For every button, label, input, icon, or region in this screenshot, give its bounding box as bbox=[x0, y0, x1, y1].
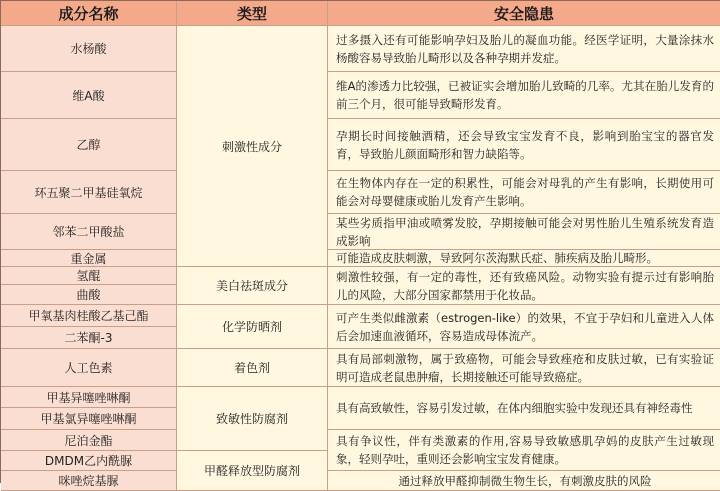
ingredient-name: 维A酸 bbox=[1, 72, 177, 119]
safety-risk: 孕期长时间接触酒精，还会导致宝宝发育不良，影响到胎宝宝的器官发育，导致胎儿颜面畸形和智力缺陷等。 bbox=[328, 119, 720, 171]
safety-risk: 某些劣质指甲油或喷雾发胶，孕期接触可能会对男性胎儿生殖系统发育造成影响 bbox=[328, 214, 720, 250]
safety-risk: 具有局部刺激物，属于致癌物，可能会导致痤疮和皮肤过敏，已有实验证明可造成老鼠患肿瘤，长期接触还可能导致癌症。 bbox=[328, 349, 720, 387]
safety-risk: 过多摄入还有可能影响孕妇及胎儿的凝血功能。经医学证明，大量涂抹水杨酸容易导致胎儿畸形以及各种孕期并发症。 bbox=[328, 26, 720, 72]
safety-risk: 可能造成皮肤刺激，导致阿尔茨海默氏症、肺疾病及胎儿畸形。 bbox=[328, 250, 720, 267]
ingredient-type: 着色剂 bbox=[177, 349, 328, 387]
ingredient-name: DMDM乙内酰脲 bbox=[1, 451, 177, 471]
header-safety-risk: 安全隐患 bbox=[328, 1, 720, 26]
safety-risk: 维A的渗透力比较强，已被证实会增加胎儿致畸的几率。尤其在胎儿发育的前三个月，很可能导致畸形发育。 bbox=[328, 72, 720, 119]
ingredient-name: 甲氧基肉桂酸乙基己酯 bbox=[1, 305, 177, 327]
ingredient-type: 化学防晒剂 bbox=[177, 305, 328, 349]
ingredient-name: 咪唑烷基脲 bbox=[1, 471, 177, 491]
ingredient-name: 乙醇 bbox=[1, 119, 177, 171]
ingredient-type: 刺激性成分 bbox=[177, 26, 328, 267]
safety-risk: 在生物体内存在一定的积累性，可能会对母乳的产生有影响，长期使用可能会对母婴健康或胎儿发育产生影响。 bbox=[328, 171, 720, 214]
ingredient-name: 甲基氯异噻唑啉酮 bbox=[1, 408, 177, 430]
ingredient-name: 水杨酸 bbox=[1, 26, 177, 72]
ingredient-name: 氢醌 bbox=[1, 267, 177, 285]
ingredient-name: 曲酸 bbox=[1, 285, 177, 305]
safety-risk: 具有争议性，伴有类激素的作用,容易导致敏感肌孕妈的皮肤产生过敏现象，轻则孕吐，重则还会影响宝宝发育健康。 bbox=[328, 430, 720, 471]
ingredient-type: 致敏性防腐剂 bbox=[177, 387, 328, 451]
ingredient-type: 美白祛斑成分 bbox=[177, 267, 328, 305]
ingredient-name: 重金属 bbox=[1, 250, 177, 267]
ingredient-name: 环五聚二甲基硅氧烷 bbox=[1, 171, 177, 214]
safety-risk: 具有高致敏性，容易引发过敏，在体内细胞实验中发现还具有神经毒性 bbox=[328, 387, 720, 430]
ingredient-name: 尼泊金酯 bbox=[1, 430, 177, 451]
safety-risk: 刺激性较强，有一定的毒性，还有致癌风险。动物实验有提示过有影响胎儿的风险，大部分国家都禁用于化妆品。 bbox=[328, 267, 720, 305]
header-ingredient-name: 成分名称 bbox=[1, 1, 177, 26]
safety-risk: 通过释放甲醛抑制微生物生长，有刺激皮肤的风险 bbox=[328, 471, 720, 491]
ingredient-name: 甲基异噻唑啉酮 bbox=[1, 387, 177, 408]
ingredient-name: 邻苯二甲酸盐 bbox=[1, 214, 177, 250]
ingredient-name: 二苯酮-3 bbox=[1, 327, 177, 349]
safety-risk: 可产生类似雌激素（estrogen-like）的效果，不宜于孕妇和儿童进入人体后会加速血液循环，容易造成母体流产。 bbox=[328, 305, 720, 349]
header-type: 类型 bbox=[177, 1, 328, 26]
ingredient-type: 甲醛释放型防腐剂 bbox=[177, 451, 328, 491]
ingredient-name: 人工色素 bbox=[1, 349, 177, 387]
